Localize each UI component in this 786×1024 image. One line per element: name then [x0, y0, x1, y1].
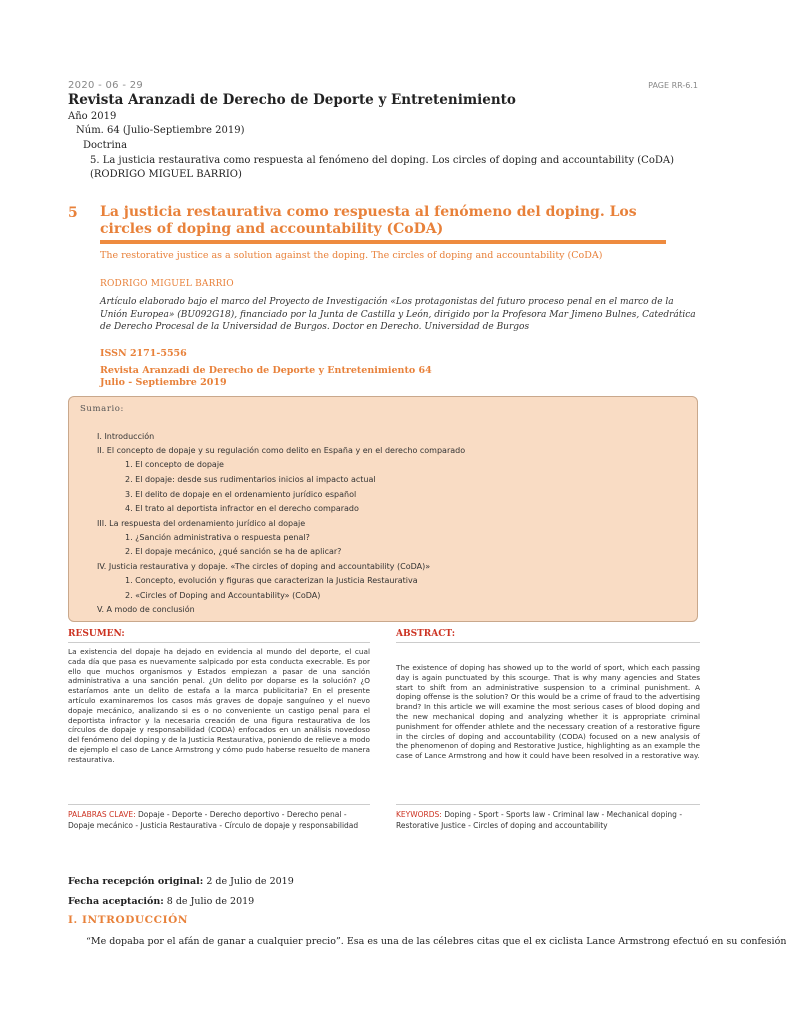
document-date: 2020 - 06 - 29	[68, 80, 144, 91]
title-divider	[100, 240, 666, 244]
keywords-label: KEYWORDS:	[396, 810, 442, 819]
toc-item[interactable]: IV. Justicia restaurativa y dopaje. «The circles of doping and accountability (CoDA)»	[97, 562, 431, 571]
introduction-heading: I. INTRODUCCIÓN	[68, 914, 189, 926]
english-title: The restorative justice as a solution against the doping. The circles of doping and accountability (CoDA)	[100, 250, 603, 261]
accepted-date	[68, 896, 254, 907]
toc-subitem[interactable]: 2. El dopaje: desde sus rudimentarios inicios al impacto actual	[125, 475, 376, 484]
author-name: RODRIGO MIGUEL BARRIO	[100, 279, 234, 289]
keywords-text: Doping - Sport - Sports law - Criminal law - Mechanical doping - Restorative Justice - Circles of doping and accountability	[396, 810, 683, 830]
received-date	[68, 876, 294, 887]
palabras-clave-label: PALABRAS CLAVE:	[68, 810, 136, 819]
issn: ISSN 2171-5556	[100, 348, 187, 359]
resumen-text: La existencia del dopaje ha dejado en evidencia al mundo del deporte, el cual cada día que pasa es nuevamente salpicado por esta conducta execrable. Es por ello que muchos organismos y Estados empiezan a pasar de una sanción administrativa a una sanción penal. ¿Un delito por doparse es la solución? ¿O estaríamos ante un delito de estafa a la marca publicitaria? En el presente artículo examinaremos los casos más graves de dopaje sanguíneo y el nuevo dopaje mecánico, analizando si es o no conveniente un castigo penal para el deportista infractor y la necesaria creación de una figura restaurativa de los círculos de dopaje y responsabilidad (CODA) enfocados en un análisis novedoso del fenómeno del doping y de la Justicia Restaurativa, poniendo de relieve a modo de ejemplo el caso de Lance Armstrong y cómo pudo haberse resuelto de manera restaurativa.	[68, 647, 370, 764]
abstract-divider	[396, 642, 700, 643]
toc-subitem[interactable]: 2. El dopaje mecánico, ¿qué sanción se ha de aplicar?	[125, 547, 342, 556]
toc-item[interactable]: V. A modo de conclusión	[97, 605, 195, 614]
toc-subitem[interactable]: 2. «Circles of Doping and Accountability» (CoDA)	[125, 591, 321, 600]
journal-year: Año 2019	[68, 111, 117, 122]
toc-subitem[interactable]: 4. El trato al deportista infractor en el derecho comparado	[125, 504, 359, 513]
keywords-divider-es	[68, 804, 370, 805]
keywords	[396, 810, 700, 831]
toc-item[interactable]: III. La respuesta del ordenamiento jurídico al dopaje	[97, 519, 306, 528]
toc-subitem[interactable]: 1. ¿Sanción administrativa o respuesta penal?	[125, 533, 310, 542]
article-title: La justicia restaurativa como respuesta al fenómeno del doping. Los circles of doping and accountability (CoDA)	[100, 204, 637, 237]
introduction-first-line: “Me dopaba por el afán de ganar a cualquier precio”. Esa es una de las célebres citas que el ex ciclista Lance Armstrong efectuó en su confesión	[86, 936, 786, 947]
toc-subitem[interactable]: 3. El delito de dopaje en el ordenamiento jurídico español	[125, 490, 357, 499]
page-reference: PAGE RR-6.1	[648, 81, 698, 90]
journal-section: Doctrina	[83, 140, 128, 151]
resumen-divider	[68, 642, 370, 643]
citation-period: Julio - Septiembre 2019	[100, 377, 227, 388]
palabras-clave-text: Dopaje - Deporte - Derecho deportivo - Derecho penal - Dopaje mecánico - Justicia Restaurativa - Círculo de dopaje y responsabilidad	[68, 810, 359, 830]
citation-journal: Revista Aranzadi de Derecho de Deporte y Entretenimiento 64	[100, 365, 432, 376]
accepted-label: Fecha aceptación:	[68, 896, 164, 907]
author-affiliation: Artículo elaborado bajo el marco del Proyecto de Investigación «Los protagonistas del futuro proceso penal en el marco de la Unión Europea» (BU092G18), financiado por la Junta de Castilla y León, dirigido por la Profesora Mar Jimeno Bulnes, Catedrática de Derecho Procesal de la Universidad de Burgos. Doctor en Derecho. Universidad de Burgos	[100, 297, 696, 332]
toc-subitem[interactable]: 1. El concepto de dopaje	[125, 460, 224, 469]
article-breadcrumb: 5. La justicia restaurativa como respuesta al fenómeno del doping. Los circles of doping and accountability (CoDA) (RODRIGO MIGUEL BARRIO)	[90, 155, 674, 180]
received-label: Fecha recepción original:	[68, 876, 204, 887]
resumen-label: RESUMEN:	[68, 629, 125, 639]
accepted-value: 8 de Julio de 2019	[166, 896, 255, 907]
toc-item[interactable]: II. El concepto de dopaje y su regulación como delito en España y en el derecho comparado	[97, 446, 466, 455]
summary-label: Sumario:	[80, 404, 124, 414]
palabras-clave	[68, 810, 370, 831]
received-value: 2 de Julio de 2019	[206, 876, 294, 887]
toc-subitem[interactable]: 1. Concepto, evolución y figuras que caracterizan la Justicia Restaurativa	[125, 576, 418, 585]
toc-item[interactable]: I. Introducción	[97, 432, 155, 441]
journal-title: Revista Aranzadi de Derecho de Deporte y Entretenimiento	[68, 92, 516, 108]
journal-issue: Núm. 64 (Julio-Septiembre 2019)	[76, 125, 245, 136]
abstract-label: ABSTRACT:	[396, 629, 456, 639]
article-number: 5	[68, 205, 78, 221]
abstract-text: The existence of doping has showed up to the world of sport, which each passing day is again punctuated by this scourge. That is why many agencies and States start to shift from an administrative suspension to a criminal punishment. A doping offense is the solution? Or this would be a crime of fraud to the advertising brand? In this article we will examine the most serious cases of blood doping and the new mechanical doping and analyzing whether it is appropriate criminal punishment for offender athlete and the necessary creation of a restorative figure in the circles of doping and accountability (CODA) focused on a new analysis of the phenomenon of doping and Restorative Justice, highlighting as an example the case of Lance Armstrong and how it could have been resolved in a restorative way.	[396, 663, 700, 761]
keywords-divider-en	[396, 804, 700, 805]
